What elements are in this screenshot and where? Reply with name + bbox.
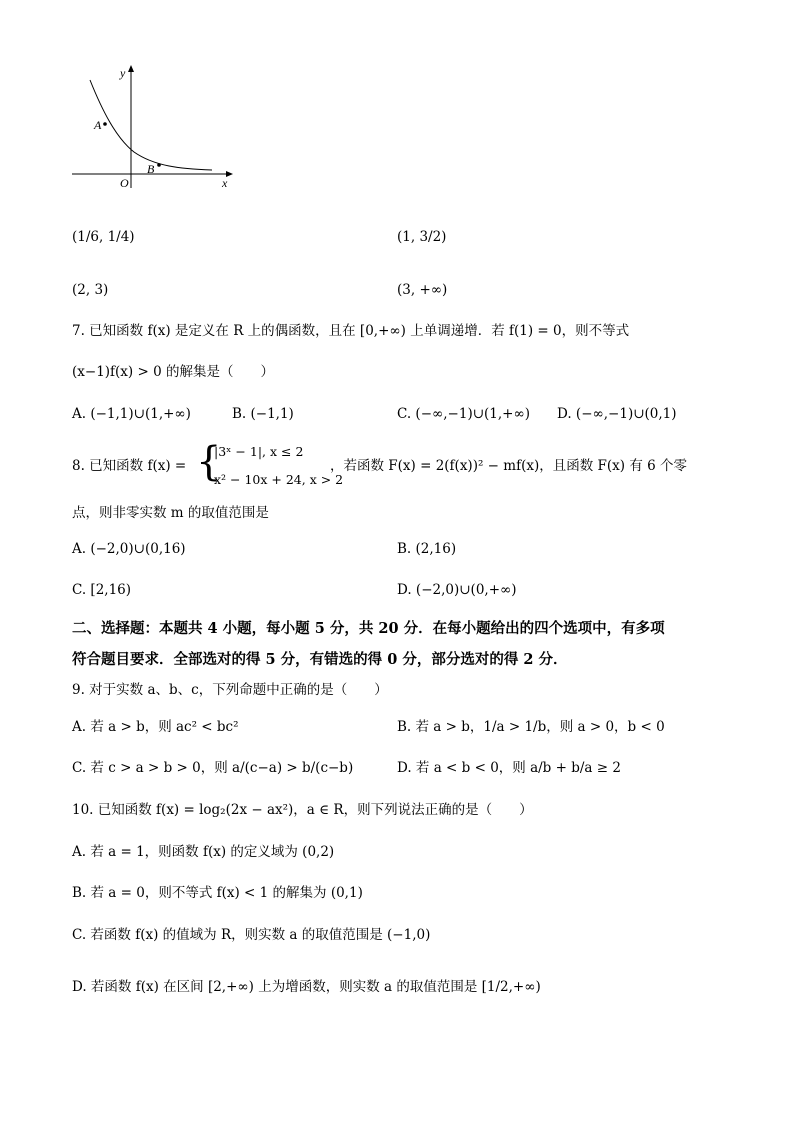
- q8-case2: x² − 10x + 24, x > 2: [214, 472, 344, 487]
- q9-option-a: A. 若 a > b，则 ac² < bc²: [72, 719, 239, 735]
- point-b: [157, 163, 161, 167]
- q8-option-d: D. (−2,0)∪(0,+∞): [397, 582, 517, 598]
- curve: [90, 80, 212, 170]
- q10-option-b: B. 若 a = 0，则不等式 f(x) < 1 的解集为 (0,1): [72, 885, 363, 901]
- q10-option-a: A. 若 a = 1，则函数 f(x) 的定义域为 (0,2): [72, 844, 335, 860]
- section2-heading-line1: 二、选择题：本题共 4 小题，每小题 5 分，共 20 分．在每小题给出的四个选项中，有多项: [72, 620, 665, 637]
- q7-option-a: A. (−1,1)∪(1,+∞): [72, 406, 191, 422]
- q8-stem-suffix: ，若函数 F(x) = 2(f(x))² − mf(x)，且函数 F(x) 有 6 个零: [330, 458, 687, 474]
- q8-case1: |3ˣ − 1|, x ≤ 2: [214, 444, 304, 459]
- q6-option-a: (1/6, 1/4): [72, 229, 135, 245]
- q9-option-d: D. 若 a < b < 0，则 a/b + b/a ≥ 2: [397, 760, 621, 776]
- q10-option-d: D. 若函数 f(x) 在区间 [2,+∞) 上为增函数，则实数 a 的取值范围是 [1/2,+∞): [72, 979, 541, 995]
- q10-option-c: C. 若函数 f(x) 的值域为 R，则实数 a 的取值范围是 (−1,0): [72, 927, 431, 943]
- y-axis-label: y: [120, 66, 126, 80]
- q8-piecewise-brace: {: [196, 439, 222, 485]
- q8-option-c: C. [2,16): [72, 582, 132, 598]
- q6-option-d: (3, +∞): [397, 282, 448, 298]
- function-graph-figure: [68, 62, 238, 192]
- q8-stem-line2: 点，则非零实数 m 的取值范围是: [72, 505, 269, 521]
- q7-option-c: C. (−∞,−1)∪(1,+∞): [397, 406, 530, 422]
- origin-label: O: [120, 176, 129, 190]
- y-axis-arrow: [128, 65, 134, 72]
- q7-stem-line2: (x−1)f(x) > 0 的解集是（ ）: [72, 364, 274, 380]
- q9-stem: 9. 对于实数 a、b、c，下列命题中正确的是（ ）: [72, 682, 388, 698]
- q6-option-b: (1, 3/2): [397, 229, 447, 245]
- q7-stem-line1: 7. 已知函数 f(x) 是定义在 R 上的偶函数，且在 [0,+∞) 上单调递增．若 f(1) = 0，则不等式: [72, 323, 630, 339]
- q8-option-a: A. (−2,0)∪(0,16): [72, 541, 186, 557]
- q10-stem: 10. 已知函数 f(x) = log₂(2x − ax²)，a ∈ R，则下列说法正确的是（ ）: [72, 802, 533, 818]
- section2-heading-line2: 符合题目要求．全部选对的得 5 分，有错选的得 0 分，部分选对的得 2 分．: [72, 651, 568, 668]
- x-axis-label: x: [222, 176, 228, 190]
- q7-option-d: D. (−∞,−1)∪(0,1): [557, 406, 677, 422]
- point-a: [103, 122, 107, 126]
- q6-option-c: (2, 3): [72, 282, 109, 298]
- q8-stem-prefix: 8. 已知函数 f(x) =: [72, 458, 187, 474]
- q9-option-b: B. 若 a > b，1/a > 1/b，则 a > 0，b < 0: [397, 719, 665, 735]
- point-b-label: B: [147, 162, 155, 176]
- point-a-label: A: [94, 118, 102, 132]
- q8-option-b: B. (2,16): [397, 541, 457, 557]
- q9-option-c: C. 若 c > a > b > 0，则 a/(c−a) > b/(c−b): [72, 760, 354, 776]
- q7-option-b: B. (−1,1): [232, 406, 294, 422]
